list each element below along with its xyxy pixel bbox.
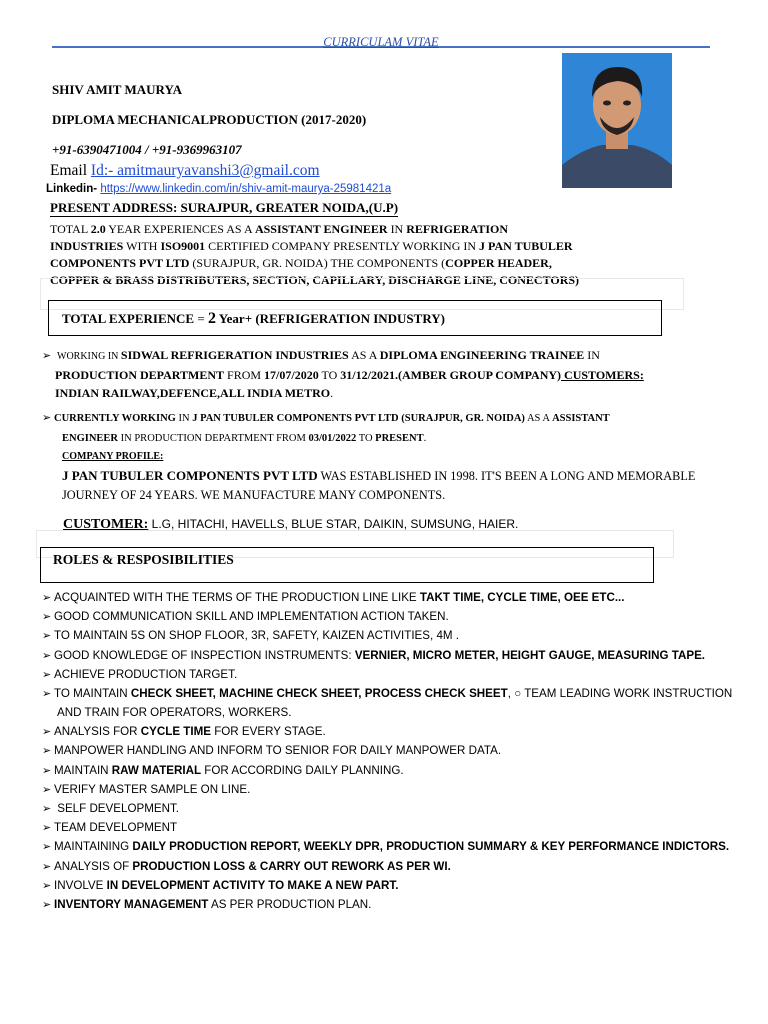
- list-item: ➢ TO MAINTAIN 5S ON SHOP FLOOR, 3R, SAFETY, KAIZEN ACTIVITIES, 4M .: [42, 629, 460, 642]
- linkedin-line: [46, 183, 391, 195]
- experience-jpan: ➢ CURRENTLY WORKING IN J PAN TUBULER COMPONENTS PVT LTD (SURAJPUR, GR. NOIDA) AS A ASSISTANT ENGINEER IN PRODUCTION DEPARTMENT FROM 03/01/2022 TO PRESENT.: [42, 408, 610, 449]
- present-address: PRESENT ADDRESS: SURAJPUR, GREATER NOIDA,(U.P): [50, 200, 399, 215]
- experience-sidwal: ➢ WORKING IN SIDWAL REFRIGERATION INDUSTRIES AS A DIPLOMA ENGINEERING TRAINEE IN PRODUCTION DEPARTMENT FROM 17/07/2020 TO 31/12/2021.(AMBER GROUP COMPANY) CUSTOMERS: INDIAN RAILWAY,DEFENCE,ALL INDIA METRO.: [42, 348, 644, 400]
- arrow-bullet-icon: ➢: [42, 592, 52, 604]
- phone-numbers: +91-6390471004 / +91-9369963107: [52, 142, 242, 157]
- list-item: ➢ ACQUAINTED WITH THE TERMS OF THE PRODUCTION LINE LIKE TAKT TIME, CYCLE TIME, OEE ETC...: [42, 591, 625, 604]
- list-item: ➢ ANALYSIS OF PRODUCTION LOSS & CARRY OUT REWORK AS PER WI.: [42, 860, 451, 873]
- list-item: ➢ VERIFY MASTER SAMPLE ON LINE.: [42, 783, 251, 796]
- arrow-bullet-icon: ➢: [42, 650, 52, 662]
- roles-heading: ROLES & RESPOSIBILITIES: [53, 552, 234, 567]
- total-experience: TOTAL EXPERIENCE = 2 Year+ (REFRIGERATION INDUSTRY): [62, 310, 445, 327]
- arrow-bullet-icon: ➢: [42, 350, 52, 362]
- list-item: ➢ MANPOWER HANDLING AND INFORM TO SENIOR FOR DAILY MANPOWER DATA.: [42, 744, 502, 757]
- email-link[interactable]: Id:- amitmauryavanshi3@gmail.com: [90, 162, 320, 179]
- arrow-bullet-icon: ➢: [42, 630, 52, 642]
- list-item: AND TRAIN FOR OPERATORS, WORKERS.: [57, 706, 292, 719]
- company-profile-text: J PAN TUBULER COMPONENTS PVT LTD WAS ESTABLISHED IN 1998. IT'S BEEN A LONG AND MEMORABLE JOURNEY OF 24 YEARS. WE MANUFACTURE MANY COMPONENTS.: [62, 468, 696, 502]
- arrow-bullet-icon: ➢: [42, 688, 52, 700]
- linkedin-link[interactable]: https://www.linkedin.com/in/shiv-amit-maurya-25981421a: [100, 183, 392, 195]
- summary-line: TOTAL 2.0 YEAR EXPERIENCES AS A ASSISTANT ENGINEER IN REFRIGERATION: [50, 222, 509, 236]
- arrow-bullet-icon: ➢: [42, 803, 52, 815]
- arrow-bullet-icon: ➢: [42, 822, 52, 834]
- list-item: ➢ MAINTAIN RAW MATERIAL FOR ACCORDING DAILY PLANNING.: [42, 764, 404, 777]
- list-item: ➢ INVENTORY MANAGEMENT AS PER PRODUCTION PLAN.: [42, 898, 372, 911]
- linkedin-label: Linkedin-: [46, 183, 98, 195]
- list-item: ➢ GOOD COMMUNICATION SKILL AND IMPLEMENTATION ACTION TAKEN.: [42, 610, 449, 623]
- list-item: ➢ ACHIEVE PRODUCTION TARGET.: [42, 668, 238, 681]
- summary-line: COPPER & BRASS DISTRIBUTERS, SECTION, CAPILLARY, DISCHARGE LINE, CONECTORS): [50, 273, 580, 287]
- list-item: ➢ MAINTAINING DAILY PRODUCTION REPORT, WEEKLY DPR, PRODUCTION SUMMARY & KEY PERFORMANCE INDICTORS.: [42, 840, 730, 853]
- summary-line: INDUSTRIES WITH ISO9001 CERTIFIED COMPANY PRESENTLY WORKING IN J PAN TUBULER: [50, 239, 573, 253]
- arrow-bullet-icon: ➢: [42, 669, 52, 681]
- arrow-bullet-icon: ➢: [42, 611, 52, 623]
- list-item: ➢ INVOLVE IN DEVELOPMENT ACTIVITY TO MAKE A NEW PART.: [42, 879, 399, 892]
- arrow-bullet-icon: ➢: [42, 784, 52, 796]
- company-profile-label: COMPANY PROFILE:: [62, 451, 164, 462]
- arrow-bullet-icon: ➢: [42, 412, 52, 424]
- arrow-bullet-icon: ➢: [42, 861, 52, 873]
- arrow-bullet-icon: ➢: [42, 726, 52, 738]
- email-label: Email: [50, 162, 88, 179]
- summary-line: COMPONENTS PVT LTD (SURAJPUR, GR. NOIDA) THE COMPONENTS (COPPER HEADER,: [50, 256, 552, 270]
- list-item: ➢ GOOD KNOWLEDGE OF INSPECTION INSTRUMENTS: VERNIER, MICRO METER, HEIGHT GAUGE, MEASURING TAPE.: [42, 649, 706, 662]
- person-photo-icon: [562, 53, 672, 188]
- circle-bullet-icon: ○: [514, 687, 522, 700]
- arrow-bullet-icon: ➢: [42, 899, 52, 911]
- customer-line: CUSTOMER: L.G, HITACHI, HAVELLS, BLUE STAR, DAIKIN, SUMSUNG, HAIER.: [63, 517, 519, 532]
- list-item: ➢ SELF DEVELOPMENT.: [42, 802, 179, 815]
- candidate-name: SHIV AMIT MAURYA: [52, 82, 183, 97]
- arrow-bullet-icon: ➢: [42, 765, 52, 777]
- list-item: ➢ TO MAINTAIN CHECK SHEET, MACHINE CHECK SHEET, PROCESS CHECK SHEET, ○ TEAM LEADING WORK INSTRUCTION: [42, 687, 733, 700]
- arrow-bullet-icon: ➢: [42, 745, 52, 757]
- document-title: CURRICULAM VITAE: [323, 35, 439, 49]
- list-item: ➢ TEAM DEVELOPMENT: [42, 821, 178, 834]
- email-line: [50, 162, 320, 180]
- arrow-bullet-icon: ➢: [42, 880, 52, 892]
- profile-photo: [562, 53, 672, 188]
- list-item: ➢ ANALYSIS FOR CYCLE TIME FOR EVERY STAGE.: [42, 725, 326, 738]
- diploma-line: DIPLOMA MECHANICALPRODUCTION (2017-2020): [52, 112, 367, 127]
- arrow-bullet-icon: ➢: [42, 841, 52, 853]
